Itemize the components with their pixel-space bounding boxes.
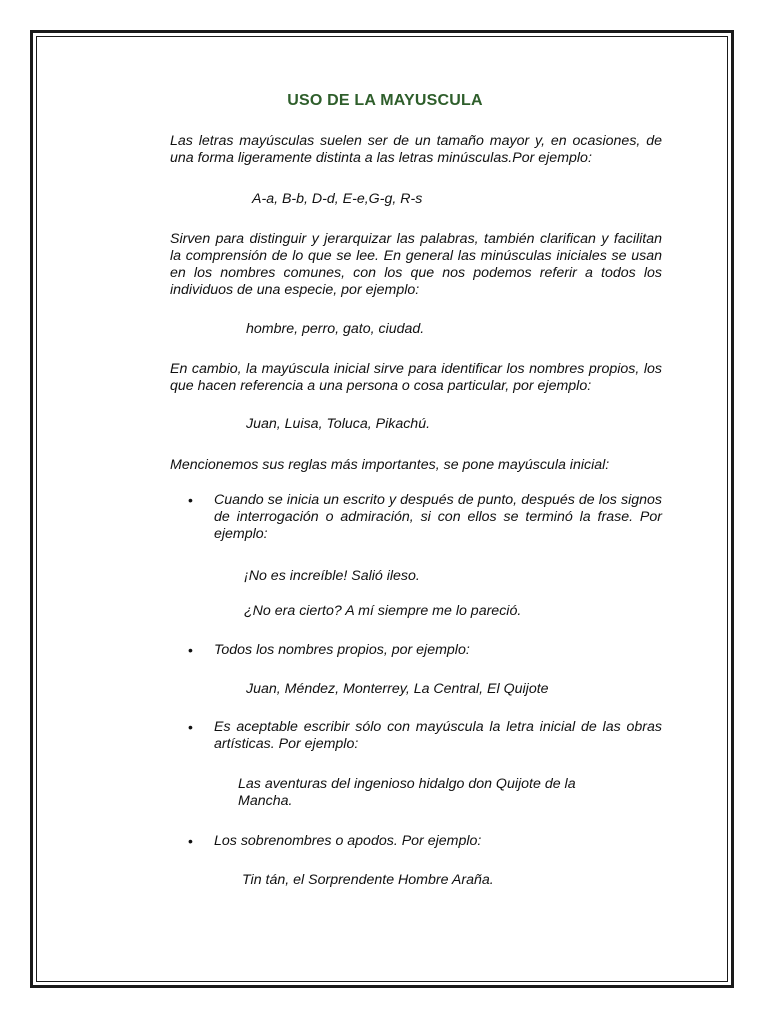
- rule-example: Juan, Méndez, Monterrey, La Central, El Quijote: [246, 681, 549, 697]
- bullet-marker: •: [188, 642, 193, 658]
- intro-paragraph: Las letras mayúsculas suelen ser de un tamaño mayor y, en ocasiones, de una forma ligeramente distinta a las letras minúsculas.Por ejemplo:: [170, 133, 662, 166]
- paragraph-four: Mencionemos sus reglas más importantes, se pone mayúscula inicial:: [170, 457, 610, 473]
- rule-example: Tin tán, el Sorprendente Hombre Araña.: [242, 872, 494, 888]
- example-letters: A-a, B-b, D-d, E-e,G-g, R-s: [252, 191, 423, 207]
- rule-text: Los sobrenombres o apodos. Por ejemplo:: [214, 833, 482, 849]
- rule-example: Las aventuras del ingenioso hidalgo don Quijote de la Mancha.: [238, 776, 576, 809]
- rule-example: ¡No es increíble! Salió ileso.: [244, 568, 420, 584]
- bullet-marker: •: [188, 833, 193, 849]
- example-common-nouns: hombre, perro, gato, ciudad.: [246, 321, 425, 337]
- bullet-marker: •: [188, 719, 193, 735]
- paragraph-two: Sirven para distinguir y jerarquizar las palabras, también clarifican y facilitan la comprensión de lo que se lee. En general las minúsculas iniciales se usan en los nombres comunes, con los que nos podemos referir a todos los individuos de una especie, por ejemplo:: [170, 231, 662, 298]
- paragraph-three: En cambio, la mayúscula inicial sirve para identificar los nombres propios, los que hacen referencia a una persona o cosa particular, por ejemplo:: [170, 361, 662, 394]
- page-title: USO DE LA MAYUSCULA: [287, 92, 483, 109]
- bullet-marker: •: [188, 492, 193, 508]
- rule-text: Todos los nombres propios, por ejemplo:: [214, 642, 470, 658]
- rule-text: Es aceptable escribir sólo con mayúscula la letra inicial de las obras artísticas. Por ejemplo:: [214, 719, 662, 752]
- rule-example: ¿No era cierto? A mí siempre me lo pareció.: [244, 603, 522, 619]
- example-proper-nouns: Juan, Luisa, Toluca, Pikachú.: [246, 416, 431, 432]
- rule-text: Cuando se inicia un escrito y después de punto, después de los signos de interrogación o admiración, si con ellos se terminó la frase. Por ejemplo:: [214, 492, 662, 542]
